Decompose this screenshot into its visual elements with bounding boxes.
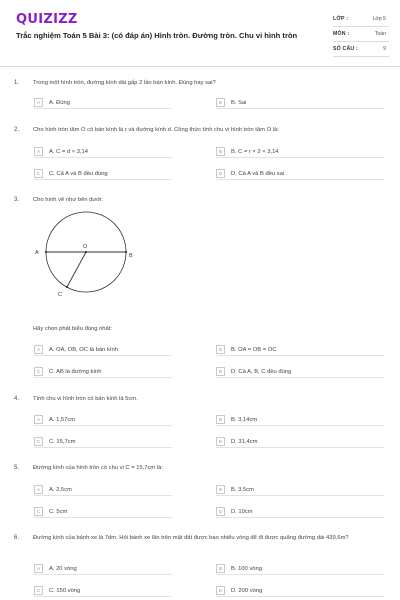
question-text: Trong một hình tròn, đường kính dài gấp 2 lần bán kính. Đúng hay sai? xyxy=(33,80,216,86)
answer-option[interactable] xyxy=(216,345,384,356)
label-a: A xyxy=(35,250,39,256)
answer-option[interactable] xyxy=(216,415,384,426)
option-text: B. OA = OB = OC xyxy=(231,346,277,353)
meta-value: 9 xyxy=(383,46,386,52)
worksheet-header xyxy=(0,0,400,66)
answer-option[interactable] xyxy=(34,564,172,575)
answer-option[interactable] xyxy=(216,98,384,109)
point-a xyxy=(45,251,47,253)
answer-option[interactable] xyxy=(216,507,384,518)
meta-row-grade xyxy=(333,12,389,27)
option-text: D. 200 vòng xyxy=(231,587,263,594)
question-text: Tính chu vi hình tròn có bán kính là 5cm. xyxy=(33,396,138,402)
answer-option[interactable] xyxy=(34,437,172,448)
option-text: A. 20 vòng xyxy=(49,565,77,572)
option-letter-box: C xyxy=(34,367,43,376)
option-text: A. OA, OB, OC là bán kính xyxy=(49,346,118,353)
option-text: A. Đúng xyxy=(49,99,70,106)
option-text: A. 2,5cm xyxy=(49,486,72,493)
option-letter-box: C xyxy=(34,507,43,516)
point-o xyxy=(85,251,87,253)
option-letter-box: B xyxy=(216,345,225,354)
option-letter-box: A xyxy=(34,564,43,573)
option-letter-box: A xyxy=(34,485,43,494)
option-letter-box: B xyxy=(216,415,225,424)
answer-option[interactable] xyxy=(216,169,384,180)
option-letter-box: A xyxy=(34,415,43,424)
option-letter-box: A xyxy=(34,345,43,354)
meta-row-count xyxy=(333,42,389,57)
answer-option[interactable] xyxy=(34,507,172,518)
question-subtext: Hãy chọn phát biểu đúng nhất: xyxy=(33,326,112,332)
option-text: B. Sai xyxy=(231,99,247,106)
question-number: 6. xyxy=(14,535,20,541)
option-text: C. Cả A và B đều đúng xyxy=(49,170,108,177)
option-text: C. 15,7cm xyxy=(49,438,76,445)
option-text: C. AB là đường kính xyxy=(49,368,102,375)
meta-row-subject xyxy=(333,27,389,42)
question-number: 3. xyxy=(14,197,20,203)
answer-option[interactable] xyxy=(216,485,384,496)
option-text: B. C = r × 2 × 3,14 xyxy=(231,148,279,155)
question-number: 5. xyxy=(14,465,20,471)
option-letter-box: B xyxy=(216,485,225,494)
meta-label: MÔN : xyxy=(333,31,350,37)
option-letter-box: B xyxy=(216,98,225,107)
worksheet-title: Trắc nghiệm Toán 5 Bài 3: (có đáp án) Hình tròn. Đường tròn. Chu vi hình tròn xyxy=(16,31,298,40)
option-text: B. 3,14cm xyxy=(231,416,258,423)
circle-figure xyxy=(30,210,140,300)
option-text: D. 31,4cm xyxy=(231,438,258,445)
answer-option[interactable] xyxy=(34,367,172,378)
quizizz-logo: QUIZIZZ xyxy=(16,12,78,27)
point-b xyxy=(125,251,127,253)
question-text: Đường kính của hình tròn có chu vi C = 15,7cm là: xyxy=(33,465,163,471)
answer-option[interactable] xyxy=(34,485,172,496)
answer-option[interactable] xyxy=(216,367,384,378)
option-letter-box: A xyxy=(34,147,43,156)
answer-option[interactable] xyxy=(216,564,384,575)
option-text: B. 100 vòng xyxy=(231,565,262,572)
answer-option[interactable] xyxy=(34,98,172,109)
option-letter-box: B xyxy=(216,147,225,156)
option-letter-box: A xyxy=(34,98,43,107)
header-divider xyxy=(0,66,400,67)
point-c xyxy=(66,286,68,288)
question-text: Cho hình tròn tâm O có bán kính là r và đường kính d. Công thức tính chu vi hình tròn tâm O là: xyxy=(33,127,279,133)
option-text: A. C = d × 3,14 xyxy=(49,148,88,155)
label-c: C xyxy=(58,292,62,298)
question-number: 1. xyxy=(14,80,20,86)
meta-label: SỐ CÂU : xyxy=(333,46,358,52)
question-number: 2. xyxy=(14,127,20,133)
answer-option[interactable] xyxy=(216,147,384,158)
label-b: B xyxy=(129,253,133,259)
option-letter-box: D xyxy=(216,367,225,376)
option-letter-box: C xyxy=(34,169,43,178)
answer-option[interactable] xyxy=(34,169,172,180)
meta-value: Toán xyxy=(374,31,386,37)
option-letter-box: D xyxy=(216,169,225,178)
worksheet-meta xyxy=(333,12,389,57)
option-letter-box: D xyxy=(216,507,225,516)
option-text: B. 3,5cm xyxy=(231,486,254,493)
meta-value: Lớp 5 xyxy=(372,16,386,22)
answer-option[interactable] xyxy=(216,437,384,448)
option-letter-box: C xyxy=(34,437,43,446)
option-text: A. 1,57cm xyxy=(49,416,76,423)
answer-option[interactable] xyxy=(34,586,172,597)
option-letter-box: B xyxy=(216,564,225,573)
option-letter-box: D xyxy=(216,586,225,595)
answer-option[interactable] xyxy=(34,415,172,426)
question-text: Đường kính của bánh xe là 7dm. Hỏi bánh xe lăn trên mặt đất được bao nhiêu vòng để đi được quãng đường dài 439,6m? xyxy=(33,535,349,541)
answer-option[interactable] xyxy=(34,345,172,356)
option-text: D. Cả A, B, C đều đúng xyxy=(231,368,292,375)
answer-option[interactable] xyxy=(34,147,172,158)
meta-label: LỚP : xyxy=(333,16,349,22)
option-text: C. 5cm xyxy=(49,508,68,515)
option-text: D. Cả A và B đều sai xyxy=(231,170,285,177)
label-o: O xyxy=(83,244,88,250)
option-text: D. 10cm xyxy=(231,508,253,515)
answer-option[interactable] xyxy=(216,586,384,597)
option-letter-box: C xyxy=(34,586,43,595)
question-number: 4. xyxy=(14,396,20,402)
question-text: Cho hình vẽ như bên dưới: xyxy=(33,197,103,203)
option-text: C. 150 vòng xyxy=(49,587,81,594)
option-letter-box: D xyxy=(216,437,225,446)
